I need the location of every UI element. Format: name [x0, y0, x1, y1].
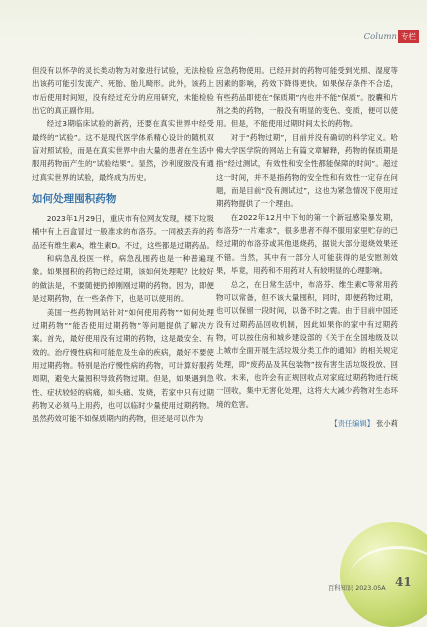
paragraph: 应急药物使用。已经开封的药物可能受到光照、湿度等因素的影响，药效下降得更快。如果保存条件不合适，有些药品即使在“保质期”内也并不能“保质”。胶囊和片剂之类的药物，一般没有明显的变色、变质，便可以使用。但是，不能使用过期时间太长的药物。 — [216, 66, 398, 129]
column-tag: 专栏 — [398, 30, 419, 43]
paragraph: 但没有以怀孕的灵长类动物为对象进行试验，无法检验出该药可能引发流产、死胎、胎儿畸形。此外，该药上市后使用时间短，没有经过充分的应用研究，未能检验出它的真正副作用。 — [32, 66, 214, 116]
editor-label: 责任编辑 — [337, 418, 367, 428]
paragraph: 和病急乱投医一样，病急乱囤药也是一种普遍现象。如果囤积的药物已经过期，该如何处理呢？比较好的做法是，不要随便扔掉刚刚过期的药物。因为，即便是过期药物，在一些条件下，也是可以使用的。 — [32, 254, 214, 304]
column-label: Column — [363, 32, 397, 42]
paragraph: 总之，在日常生活中，布洛芬、维生素C等常用药物可以常备，但不该大量囤积，同时，即便药物过期，也可以保留一段时间，以备不时之需。由于目前中国还没有过期药品回收机制，因此如果你的家中有过期药物，可以按住房和城乡建设部的《关于在全国地级及以上城市全面开展生活垃圾分类工作的通知》的相关规定处理，即“废药品及其包装物”按有害生活垃圾投放、回收。未来，也许会有正规回收点对家庭过期药物进行统一回收，集中无害化处理，这将大大减少药物对生态环境的危害。 — [216, 279, 398, 409]
paragraph: 在2022年12月中下旬的第一个新冠感染暴发期，布洛芬“一片难求”，很多患者不得不服用家里贮存的已经过期的布洛芬或其他退烧药，据说大部分退烧效果还不错。当然，其中有一部分人可能获得的是安慰剂效果，毕竟，用药和不用药对人有较明显的心理影响。 — [216, 212, 398, 276]
left-column — [32, 64, 214, 426]
editor-credit — [216, 417, 398, 430]
editor-bracket-open: 【 — [330, 418, 338, 428]
section-title: 如何处理囤积药物 — [32, 193, 117, 206]
tennis-ball-decoration — [340, 522, 427, 627]
page-number: 41 — [395, 575, 412, 589]
right-column — [216, 64, 398, 430]
paragraph: 对于“药物过期”，目前并没有确切的科学定义。哈佛大学医学院的网站上有篇文章解释，药物的保质期是指“经过测试，有效性和安全性都能保障的时间”。超过这一时间，并不是指药物的安全性和有效性一定存在问题，而是目前“没有测试过”，这也为紧急情况下使用过期药物提供了一个理由。 — [216, 132, 398, 209]
paragraph: 经过3期临床试验的新药，还要在真实世界中经受最终的“试验”。这不是现代医学体系精心设计的随机双盲对照试验，而是在真实世界中由大量的患者在生活中服用药物而产生的“试验结果”。显然，沙利度胺没有通过真实世界的试验，最终成为历史。 — [32, 119, 214, 182]
editor-name: 张小莉 — [376, 418, 398, 428]
paragraph: 美国一些药物网站针对“如何使用药物”“如何处理过期药物”“能否使用过期药物”等问题提供了解决方案。首先，最好使用没有过期的药物，这是最安全、有效的。治疗慢性病和可能危及生命的疾病，最好不要使用过期药物。特别是治疗慢性病的药物，可计算好服药周期，避免大量囤积导致药物过期。但是，如果遇到急性、症状较轻的病痛，如头痛、发烧，若家中只有过期药物又必须马上用药，也可以临时少量使用过期药物。虽然药效可能不如保质期内的药物，但还是可以作为 — [32, 307, 214, 424]
paragraph: 2023年1月29日，重庆市有位网友发现，楼下垃圾桶中有上百盒冒过一般准求的布洛芬。一同被丢弃的药品还有维生素A，维生素D。不过，这些都是过期药品。 — [32, 214, 214, 250]
editor-bracket-close: 】 — [366, 418, 374, 428]
journal-issue: 百科知识 2023.05A — [328, 585, 386, 592]
